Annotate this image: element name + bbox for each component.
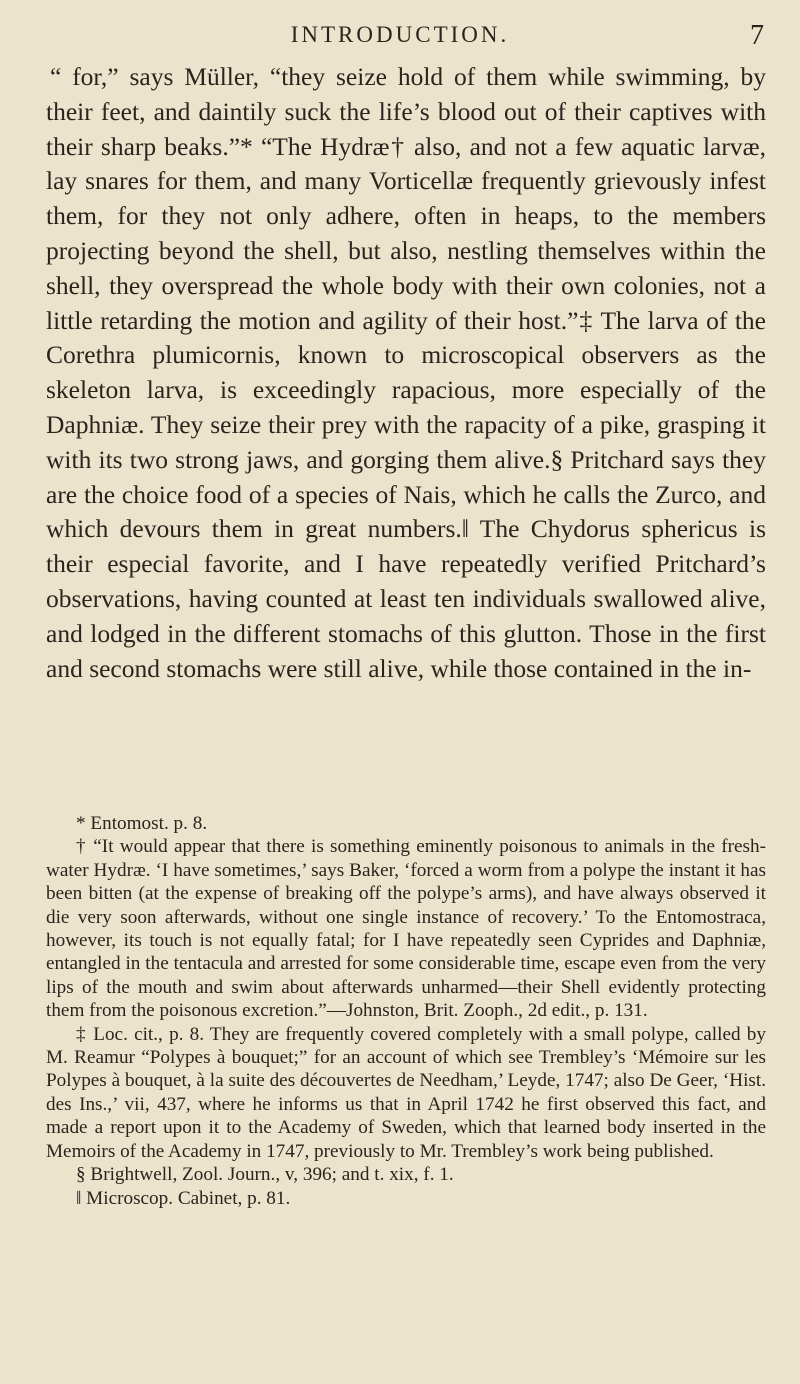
page-number: 7 (750, 20, 764, 51)
running-head (0, 22, 800, 56)
main-text (46, 60, 766, 686)
footnote-1: * Entomost. p. 8. (76, 813, 208, 834)
body-paragraph: “ for,” says Müller, “they seize hold of them while swimming, by their feet, and daintily suck the life’s blood out of their captives with their sharp beaks.”* “The Hydræ† also, and not a few aquatic larvæ, lay snares for them, and many Vorticellæ frequently grievously infest them, for they not only adhere, often in heaps, to the members projecting beyond the shell, but also, nestling themselves within the shell, they overspread the whole body with their own colonies, not a little retarding the motion and agility of their host.”‡ The larva of the Corethra plumicornis, known to microscopical observers as the skeleton larva, is exceedingly rapacious, more especially of the Daphniæ. They seize their prey with the rapacity of a pike, grasping it with its two strong jaws, and gorging them alive.§ Pritchard says they are the choice food of a species of Nais, which he calls the Zurco, and which devours them in great numbers.‖ The Chydorus sphericus is their especial favorite, and I have repeatedly verified Pritchard’s observations, having counted at least ten individuals swallowed alive, and lodged in the different stomachs of this glutton. Those in the first and second stomachs were still alive, while those contained in the in- (46, 62, 766, 683)
footnote-3: ‡ Loc. cit., p. 8. They are frequently covered completely with a small polype, called by M. Reamur “Polypes à bouquet;” for an account of which see Trembley’s ‘Mémoire sur les Polypes à bouquet, à la suite des découvertes de Needham,’ Leyde, 1747; also De Geer, ‘Hist. des Ins.,’ vii, 437, where he informs us that in April 1742 he first observed this fact, and made a report upon it to the Academy of Sweden, which that learned body inserted in the Memoirs of the Academy in 1747, previously to Mr. Trembley’s work being published. (46, 1023, 766, 1162)
footnote-2: † “It would appear that there is something eminently poisonous to animals in the fresh-water Hydræ. ‘I have sometimes,’ says Baker, ‘forced a worm from a polype the instant it has been bitten (at the expense of breaking off the polype’s arms), and have always observed it die very soon afterwards, without one single instance of recovery.’ To the Entomostraca, however, its touch is not equally fatal; for I have repeatedly seen Cyprides and Daphniæ, entangled in the tentacula and arrested for some considerable time, escape even from the very lips of the mouth and swim about afterwards unharmed—their Shell evidently protecting them from the poisonous excretion.”—Johnston, Brit. Zooph., 2d edit., p. 131. (46, 836, 766, 1022)
running-title: INTRODUCTION. (290, 22, 510, 47)
footnotes (46, 812, 766, 1210)
footnote-4: § Brightwell, Zool. Journ., v, 396; and t. xix, f. 1. (76, 1164, 454, 1186)
footnote-5: ‖ Microscop. Cabinet, p. 81. (76, 1187, 291, 1209)
